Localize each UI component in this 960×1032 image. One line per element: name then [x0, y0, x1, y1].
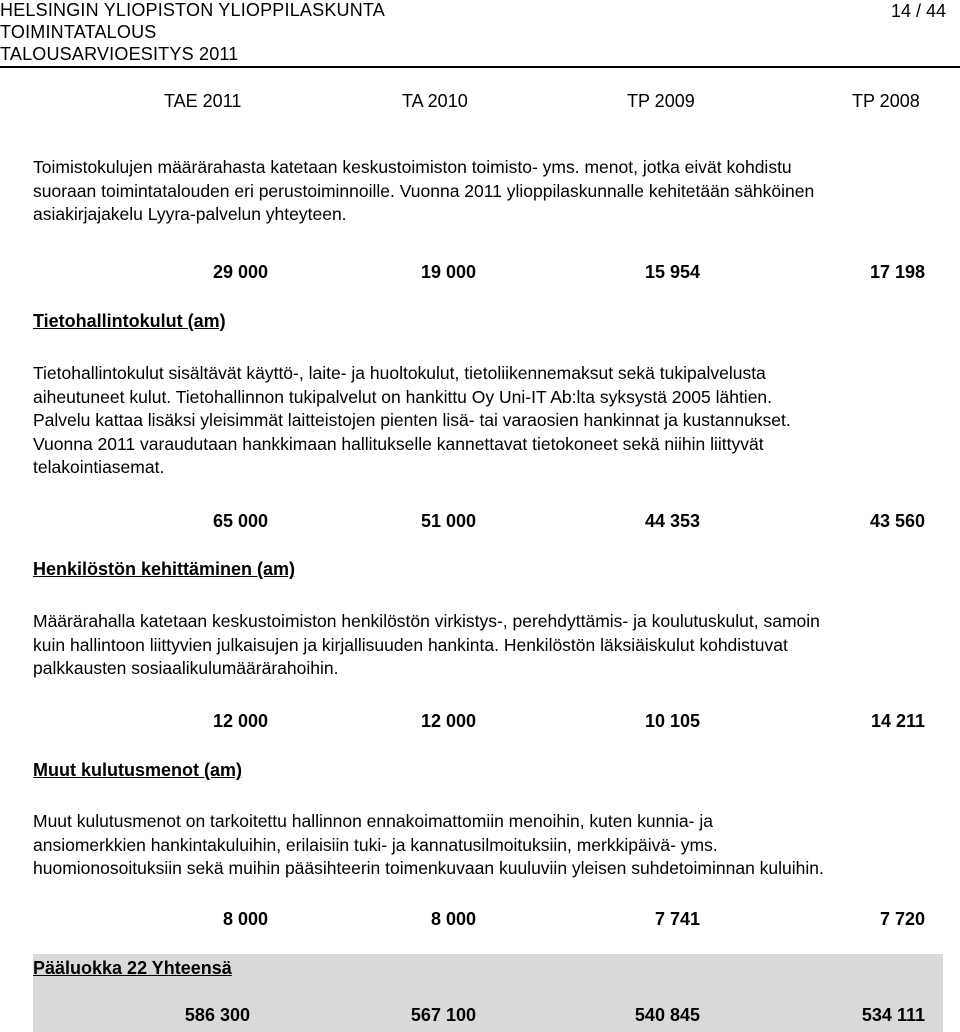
intro-paragraph	[33, 156, 933, 227]
total-title: Pääluokka 22 Yhteensä	[33, 958, 232, 978]
header-rule	[0, 66, 960, 68]
value-tp-2009: 15 954	[644, 262, 700, 282]
document-subtitle: TALOUSARVIOESITYS 2011	[0, 44, 239, 64]
paragraph-line: Vuonna 2011 varaudutaan hankkimaan hallitukselle kannettavat tietokoneet sekä niihin liittyvät	[33, 433, 764, 454]
document-title: TOIMINTATALOUS	[0, 22, 157, 42]
value-tae-2011: 29 000	[212, 262, 268, 282]
paragraph-line: suoraan toimintatalouden eri perustoiminnoille. Vuonna 2011 ylioppilaskunnalle kehitetään sähköinen	[33, 180, 815, 201]
section-title-muut-kulutusmenot: Muut kulutusmenot (am)	[33, 760, 242, 780]
paragraph-line: Palvelu kattaa lisäksi yleisimmät laitteistojen pienten lisä- tai varaosien hankinnat ja kustannukset.	[33, 410, 791, 430]
section-title-tietohallintokulut: Tietohallintokulut (am)	[33, 311, 226, 331]
value-tp-2009: 10 105	[644, 711, 700, 731]
total-value-ta-2010: 567 100	[410, 1005, 476, 1025]
total-value-tp-2009: 540 845	[634, 1005, 700, 1025]
value-ta-2010: 12 000	[420, 711, 476, 731]
section-paragraph-tietohallintokulut	[33, 362, 933, 480]
page-number: 14 / 44	[890, 1, 946, 21]
value-tae-2011: 65 000	[212, 511, 268, 531]
paragraph-line: Tietohallintokulut sisältävät käyttö-, laite- ja huoltokulut, tietoliikennemaksut sekä tukipalvelusta	[33, 363, 766, 383]
value-tae-2011: 12 000	[212, 711, 268, 731]
value-tp-2009: 44 353	[644, 511, 700, 531]
value-ta-2010: 8 000	[430, 909, 476, 929]
paragraph-line: aiheutuneet kulut. Tietohallinnon tukipalvelut on hankittu Oy Uni-IT Ab:lta syksystä 2005 lähtien.	[33, 386, 773, 407]
paragraph-line: Muut kulutusmenot on tarkoitettu hallinnon ennakoimattomiin menoihin, kuten kunnia- ja	[33, 811, 713, 831]
total-value-tp-2008: 534 111	[861, 1005, 925, 1025]
section-paragraph-muut-kulutusmenot	[33, 810, 933, 881]
value-ta-2010: 51 000	[420, 511, 476, 531]
paragraph-line: palkkausten sosiaalikulumäärärahoihin.	[33, 658, 339, 678]
value-tp-2008: 17 198	[869, 262, 925, 282]
paragraph-line: Toimistokulujen määrärahasta katetaan keskustoimiston toimisto- yms. menot, jotka eivät kohdistu	[33, 157, 792, 177]
paragraph-line: huomionosoituksiin sekä muihin pääsihteerin toimenkuvaan kuuluviin yleisen suhdetoiminnan kuluihin.	[33, 858, 824, 878]
value-tae-2011: 8 000	[222, 909, 268, 929]
paragraph-line: asiakirjajakelu Lyyra-palvelun yhteyteen.	[33, 204, 347, 224]
section-paragraph-henkiloston-kehittaminen	[33, 610, 933, 681]
value-tp-2008: 43 560	[869, 511, 925, 531]
paragraph-line: ansiomerkkien hankintakuluihin, erilaisiin tuki- ja kannatusilmoituksiin, merkkipäivä- yms.	[33, 834, 718, 855]
paragraph-line: kuin hallintoon liittyvien julkaisujen ja kirjallisuuden hankinta. Henkilöstön läksiäiskulut kohdistuvat	[33, 634, 788, 655]
column-header-tp-2008: TP 2008	[852, 91, 920, 111]
column-header-tae-2011: TAE 2011	[164, 91, 242, 111]
column-header-ta-2010: TA 2010	[402, 91, 468, 111]
section-title-henkiloston-kehittaminen: Henkilöstön kehittäminen (am)	[33, 559, 296, 579]
value-tp-2008: 7 720	[879, 909, 925, 929]
org-name: HELSINGIN YLIOPISTON YLIOPPILASKUNTA	[0, 0, 385, 20]
paragraph-line: telakointiasemat.	[33, 457, 165, 477]
value-tp-2009: 7 741	[654, 909, 700, 929]
total-value-tae-2011: 586 300	[184, 1005, 250, 1025]
value-ta-2010: 19 000	[420, 262, 476, 282]
value-tp-2008: 14 211	[870, 711, 925, 731]
column-header-tp-2009: TP 2009	[627, 91, 695, 111]
paragraph-line: Määrärahalla katetaan keskustoimiston henkilöstön virkistys-, perehdyttämis- ja koulutuskulut, samoin	[33, 611, 820, 631]
